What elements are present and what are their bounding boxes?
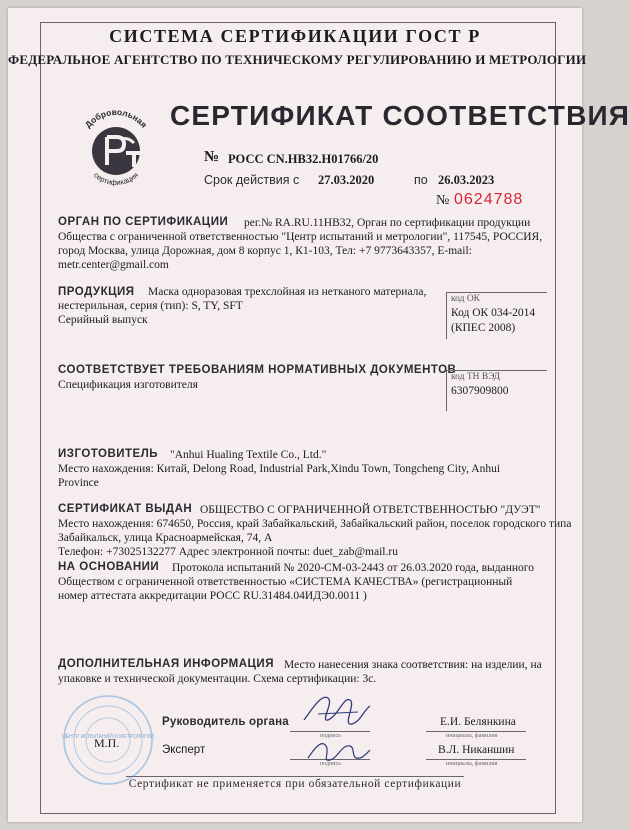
svg-text:Добровольная bbox=[83, 109, 149, 130]
to-label: по bbox=[414, 173, 428, 187]
tnved-code-value: 6307909800 bbox=[451, 385, 509, 397]
certificate-page bbox=[8, 8, 630, 822]
certification-body-line2: Общества с ограниченной ответственностью "Центр испытаний и метрологии", 117545, РОССИЯ, bbox=[58, 231, 543, 243]
issued-line1: Место нахождения: 674650, Россия, край Забайкальский, Забайкальский район, поселок городского типа bbox=[58, 518, 572, 530]
basis-heading: НА ОСНОВАНИИ bbox=[58, 561, 160, 573]
manufacturer-heading: ИЗГОТОВИТЕЛЬ bbox=[58, 448, 159, 460]
mp-label: М.П. bbox=[94, 736, 120, 750]
manufacturer-name: "Anhui Hualing Textile Co., Ltd." bbox=[170, 449, 327, 461]
conforms-heading: СООТВЕТСТВУЕТ ТРЕБОВАНИЯМ НОРМАТИВНЫХ ДОКУМЕНТОВ bbox=[58, 364, 457, 376]
product-line2: нестерильная, серия (тип): S, TY, SFT bbox=[58, 300, 243, 312]
ok-code-value1: Код ОК 034-2014 bbox=[451, 307, 536, 319]
manufacturer-line2: Province bbox=[58, 477, 99, 489]
form-number: 0624788 bbox=[454, 191, 524, 208]
ok-code-label: код ОК bbox=[451, 294, 481, 304]
certification-body-line1: рег.№ RA.RU.11НВ32, Орган по сертификации продукции bbox=[244, 217, 531, 229]
footer-rule bbox=[126, 776, 464, 777]
agency-title: ФЕДЕРАЛЬНОЕ АГЕНТСТВО ПО ТЕХНИЧЕСКОМУ РЕГУЛИРОВАНИЮ И МЕТРОЛОГИИ bbox=[8, 52, 587, 67]
system-title: СИСТЕМА СЕРТИФИКАЦИИ ГОСТ Р bbox=[109, 26, 481, 46]
valid-to: 26.03.2023 bbox=[438, 173, 495, 187]
additional-line1: Место нанесения знака соответствия: на изделии, на bbox=[284, 659, 542, 671]
head-name: Е.И. Белянкина bbox=[440, 716, 516, 728]
expert-name: В.Л. Никаншин bbox=[438, 744, 515, 756]
logo-bottom-text: сертификация bbox=[92, 170, 140, 187]
expert-name-caption: инициалы, фамилия bbox=[446, 761, 498, 767]
head-signature-caption: подпись bbox=[320, 733, 341, 739]
logo-top-text: Добровольная bbox=[82, 109, 150, 130]
certification-body-heading: ОРГАН ПО СЕРТИФИКАЦИИ bbox=[58, 216, 229, 228]
form-no-sign: № bbox=[436, 193, 450, 208]
registration-number: РОСС CN.НВ32.Н01766/20 bbox=[228, 152, 379, 166]
issued-line2: Забайкальск, улица Красноармейская, 74, А bbox=[58, 532, 273, 544]
expert-signature-caption: подпись bbox=[320, 761, 341, 767]
tnved-code-label: код ТН ВЭД bbox=[451, 372, 501, 382]
head-name-line bbox=[426, 731, 526, 732]
basis-line3: номер аттестата аккредитации РОСС RU.31484.04ИДЭ0.0011 ) bbox=[58, 590, 367, 602]
expert-label: Эксперт bbox=[162, 744, 206, 756]
issued-line3: Телефон: +73025132277 Адрес электронной почты: duet_zab@mail.ru bbox=[58, 546, 398, 558]
additional-heading: ДОПОЛНИТЕЛЬНАЯ ИНФОРМАЦИЯ bbox=[58, 658, 274, 670]
ok-code-box bbox=[446, 292, 547, 339]
issued-heading: СЕРТИФИКАТ ВЫДАН bbox=[58, 503, 193, 515]
head-name-caption: инициалы, фамилия bbox=[446, 733, 498, 739]
expert-name-line bbox=[426, 759, 526, 760]
tnved-code-box bbox=[446, 370, 547, 411]
stamp-text: ЦЕНТР ИСПЫТАНИЙ И МЕТРОЛОГИИ bbox=[62, 734, 154, 740]
basis-line1: Протокола испытаний № 2020-СМ-03-2443 от 26.03.2020 года, выданного bbox=[172, 562, 534, 574]
additional-line2: упаковке и технической документации. Схема сертификации: 3с. bbox=[58, 673, 377, 685]
product-line1: Маска одноразовая трехслойная из нетканого материала, bbox=[148, 286, 427, 298]
valid-from: 27.03.2020 bbox=[318, 173, 375, 187]
certification-body-line3: город Москва, улица Дорожная, дом 8 корпус 1, К1-103, Тел: +7 9773643357, E-mail: bbox=[58, 245, 472, 257]
expert-signature bbox=[304, 736, 374, 775]
rst-logo bbox=[74, 109, 158, 192]
certificate-title: СЕРТИФИКАТ СООТВЕТСТВИЯ bbox=[170, 100, 630, 131]
head-signature bbox=[298, 686, 378, 741]
basis-line2: Обществом с ограниченной ответственностью «СИСТЕМА КАЧЕСТВА» (регистрационный bbox=[58, 576, 513, 588]
product-line3: Серийный выпуск bbox=[58, 314, 148, 326]
no-sign: № bbox=[204, 149, 220, 165]
product-heading: ПРОДУКЦИЯ bbox=[58, 286, 135, 298]
conforms-line1: Спецификация изготовителя bbox=[58, 379, 198, 391]
issued-name: ОБЩЕСТВО С ОГРАНИЧЕННОЙ ОТВЕТСТВЕННОСТЬЮ "ДУЭТ" bbox=[200, 504, 541, 516]
certification-body-line4: metr.center@gmail.com bbox=[58, 259, 169, 271]
validity-label: Срок действия с bbox=[204, 173, 300, 187]
ok-code-value2: (КПЕС 2008) bbox=[451, 322, 516, 334]
footer-note: Сертификат не применяется при обязательной сертификации bbox=[128, 778, 462, 790]
head-of-body-label: Руководитель органа bbox=[162, 716, 289, 728]
manufacturer-line1: Место нахождения: Китай, Delong Road, Industrial Park,Xindu Town, Tongcheng City, Anhui bbox=[58, 463, 501, 475]
